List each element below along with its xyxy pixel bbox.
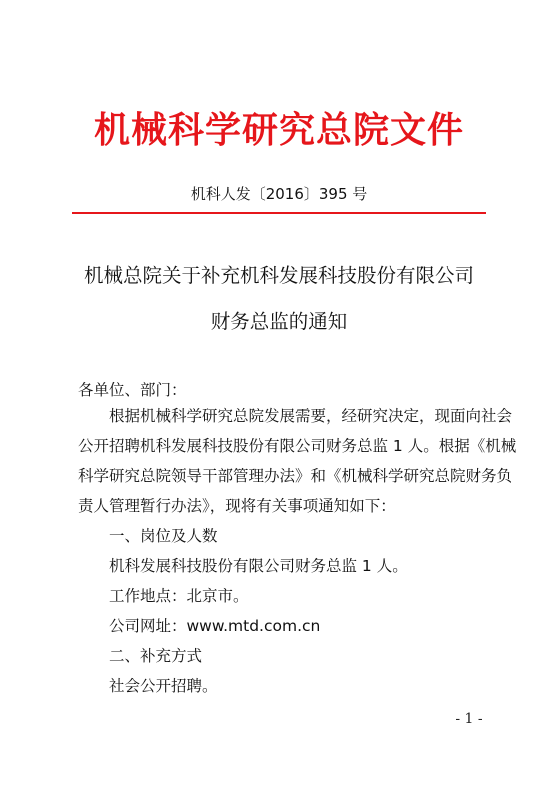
notice-title-line-2: 财务总监的通知: [210, 310, 348, 333]
header-red-rule: [72, 212, 486, 214]
section-2-method: 社会公开招聘。: [109, 677, 218, 695]
section-1-heading: 一、岗位及人数: [109, 527, 218, 545]
document-number: 机科人发〔2016〕395 号: [190, 185, 368, 203]
paragraph-line: 科学研究总院领导干部管理办法》和《机械科学研究总院财务负: [78, 467, 513, 485]
section-1-website: 公司网址：www.mtd.com.cn: [109, 617, 321, 635]
document-header-title: 机械科学研究总院文件: [93, 109, 464, 151]
section-1-location: 工作地点：北京市。: [109, 587, 249, 605]
section-2-heading: 二、补充方式: [109, 647, 203, 665]
paragraph-line: 责人管理暂行办法》，现将有关事项通知如下：: [78, 497, 396, 515]
section-1-position: 机科发展科技股份有限公司财务总监 1 人。: [109, 557, 408, 575]
notice-title-line-1: 机械总院关于补充机科发展科技股份有限公司: [83, 264, 474, 287]
salutation: 各单位、部门：: [78, 381, 187, 399]
page-number: - 1 -: [455, 711, 483, 727]
paragraph-line: 根据机械科学研究总院发展需要，经研究决定，现面向社会: [109, 407, 513, 425]
paragraph-line: 公开招聘机科发展科技股份有限公司财务总监 1 人。根据《机械: [78, 437, 517, 455]
